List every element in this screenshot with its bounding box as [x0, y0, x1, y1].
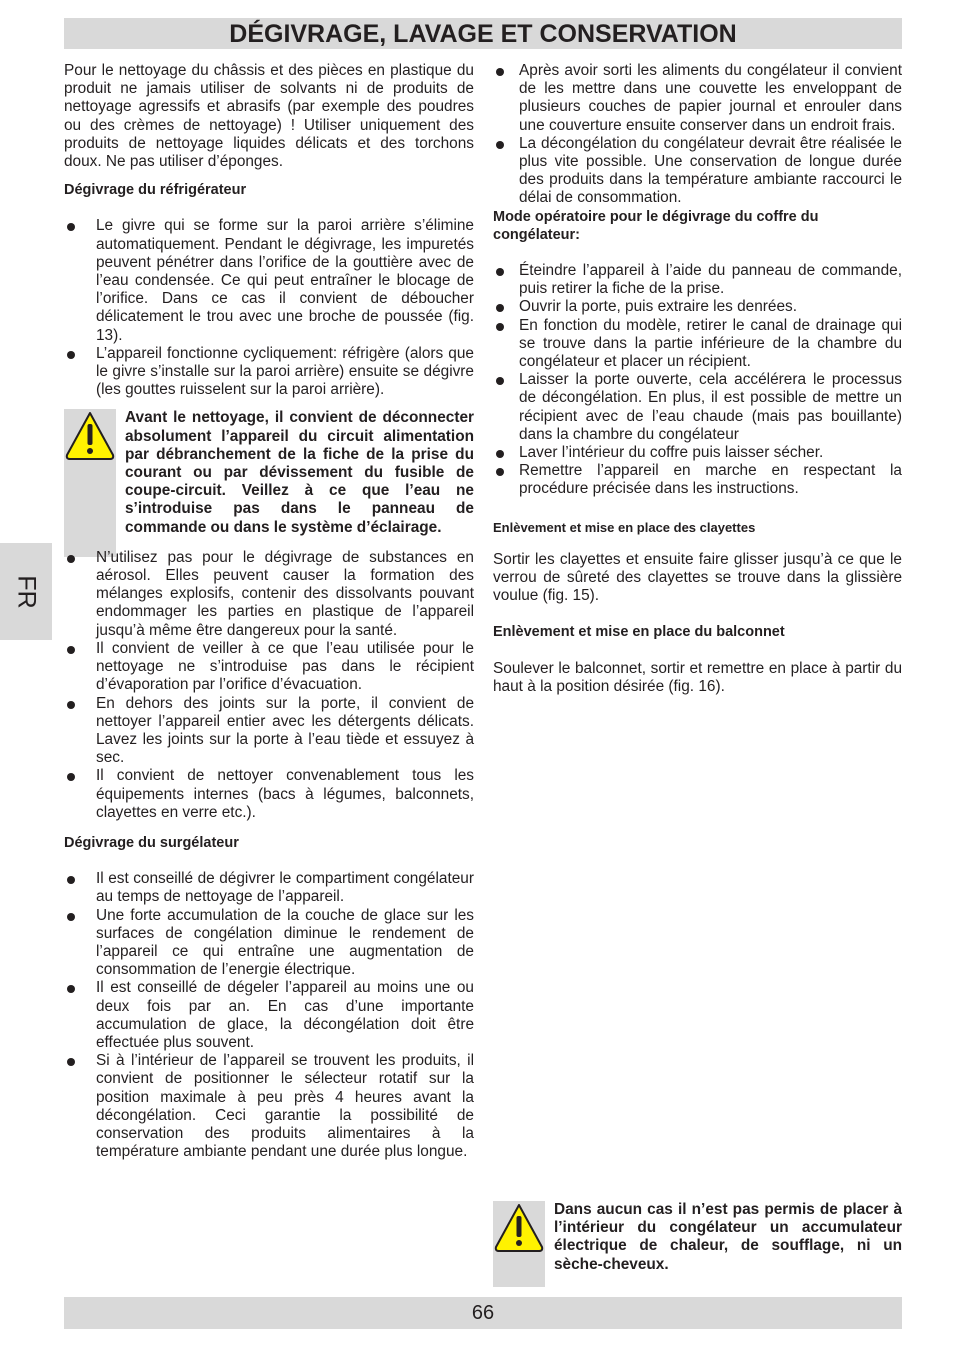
list-item: Si à l’intérieur de l’appareil se trouvent les produits, il convient de positionner le sélecteur rotatif sur la position maximale à peu près 4 heures avant la décongélation. Ceci garantie la possibilité de conservation des produits alimentaires à la température ambiante pendant une durée plus longue.	[64, 1052, 474, 1161]
page-number: 66	[471, 1302, 495, 1324]
balcony-heading: Enlèvement et mise en place du balconnet	[493, 624, 785, 641]
fridge-defrost-heading: Dégivrage du réfrigérateur	[64, 182, 247, 199]
storage-list	[493, 62, 902, 208]
list-item: Il est conseillé de dégivrer le compartiment congélateur au temps de nettoyage de l’appareil.	[64, 870, 474, 906]
heater-warning-text: Dans aucun cas il n’est pas permis de placer à l’intérieur du congélateur un accumulateur électrique de chaleur, de soufflage, ni un sèche-cheveux.	[554, 1201, 902, 1273]
warning-triangle-icon	[64, 409, 116, 469]
list-item: La décongélation du congélateur devrait être réalisée le plus vite possible. Une conservation de longue durée des produits dans la température ambiante raccourci le délai de consommation.	[493, 135, 902, 208]
list-item: Une forte accumulation de la couche de glace sur les surfaces de congélation diminue le rendement de l’appareil ce qui entraîne une augmentation de consommation de l’energie électrique.	[64, 907, 474, 980]
list-item: Après avoir sorti les aliments du congélateur il convient de les mettre dans une couvette les enveloppant de plusieurs couches de papier journal et enrouler dans une couverture ensuite conserver dans un endroit frais.	[493, 62, 902, 135]
fridge-defrost-list	[64, 217, 474, 399]
list-item: Ouvrir la porte, puis extraire les denrées.	[493, 298, 902, 316]
list-item: Laisser la porte ouverte, cela accélérera le processus de décongélation. En plus, il est possible de mettre un récipient avec de l’eau chaude (mais pas bouillante) dans la chambre du congélateur	[493, 371, 902, 444]
shelves-paragraph: Sortir les clayettes et ensuite faire glisser jusqu’à ce que le verrou de sûreté des clayettes se trouve dans la glissière voulue (fig. 15).	[493, 550, 902, 605]
shelves-heading: Enlèvement et mise en place des clayettes	[493, 519, 756, 535]
procedure-heading: Mode opératoire pour le dégivrage du coffre du congélateur:	[493, 208, 819, 243]
warning-icon-box	[64, 409, 116, 557]
freezer-defrost-heading: Dégivrage du surgélateur	[64, 834, 239, 851]
list-item: N’utilisez pas pour le dégivrage de substances en aérosol. Elles peuvent causer la formation des mélanges explosifs, contenir des dissolvants pouvant endommager les parties en plastique de l’appareil jusqu’à même être dangereux pour la santé.	[64, 549, 474, 640]
list-item: En dehors des joints sur la porte, il convient de nettoyer l’appareil entier avec les détergents délicats. Lavez les joints sur la porte à l’eau tiède et essuyez à sec.	[64, 695, 474, 768]
cleaning-list	[64, 549, 474, 822]
list-item: Il convient de veiller à ce que l’eau utilisée pour le nettoyage ne s’introduise pas dans le récipient d’évaporation par l’orifice d’évacuation.	[64, 640, 474, 695]
list-item: Il est conseillé de dégeler l’appareil au moins une ou deux fois par an. En cas d’une importante accumulation de glace, la décongélation doit être effectuée plus souvent.	[64, 979, 474, 1052]
freezer-defrost-list	[64, 870, 474, 1161]
cleaning-warning-text: Avant le nettoyage, il convient de déconnecter absolument l’appareil du circuit alimentation par débranchement de la fiche de la prise du courant ou par dévissement du fusible de coupe-circuit. Veillez à ce que l’eau ne s’introduise pas dans le panneau de commande ou dans le système d’éclairage.	[125, 409, 474, 536]
list-item: Remettre l’appareil en marche en respectant la procédure précisée dans les instructions.	[493, 462, 902, 498]
language-tab	[0, 543, 52, 640]
language-tab-label: FR	[12, 574, 41, 609]
right-column	[493, 62, 902, 696]
page-title: DÉGIVRAGE, LAVAGE ET CONSERVATION	[229, 20, 737, 48]
list-item: Laver l’intérieur du coffre puis laisser sécher.	[493, 444, 902, 462]
balcony-paragraph: Soulever le balconnet, sortir et remettre en place à partir du haut à la position désirée (fig. 16).	[493, 659, 902, 695]
list-item: En fonction du modèle, retirer le canal de drainage qui se trouve dans la partie inférieure de la chambre du congélateur et placer un récipient.	[493, 317, 902, 372]
list-item: Le givre qui se forme sur la paroi arrière s’élimine automatiquement. Pendant le dégivrage, les impuretés peuvent pénétrer dans l’orifice de la gouttière avec de l’eau condensée. Ce qui peut entraîner le blocage de l’orifice. Dans ce cas il convient de déboucher délicatement le trou avec une broche de poussée (fig. 13).	[64, 217, 474, 344]
left-column	[64, 62, 474, 1161]
list-item: L’appareil fonctionne cycliquement: réfrigère (alors que le givre s’installe sur la paroi arrière) ensuite se dégivre (les gouttes ruisselent sur la paroi arrière).	[64, 345, 474, 400]
list-item: Éteindre l’appareil à l’aide du panneau de commande, puis retirer la fiche de la prise.	[493, 262, 902, 298]
procedure-list	[493, 262, 902, 499]
warning-icon-box	[493, 1201, 545, 1287]
list-item: Il convient de nettoyer convenablement tous les équipements internes (bacs à légumes, balconnets, clayettes en verre etc.).	[64, 767, 474, 822]
warning-triangle-icon	[493, 1201, 545, 1261]
heater-warning	[493, 1201, 902, 1274]
intro-paragraph: Pour le nettoyage du châssis et des pièces en plastique du produit ne jamais utiliser de solvants ni de produits de nettoyage agressifs et abrasifs (par exemple des poudres ou des crèmes de nettoyage) ! Utiliser uniquement des produits de nettoyage liquides délicats et des torchons doux. Ne pas utiliser d’éponges.	[64, 62, 474, 171]
footer-bar	[64, 1297, 902, 1329]
cleaning-warning	[64, 409, 474, 536]
title-bar	[64, 18, 902, 49]
